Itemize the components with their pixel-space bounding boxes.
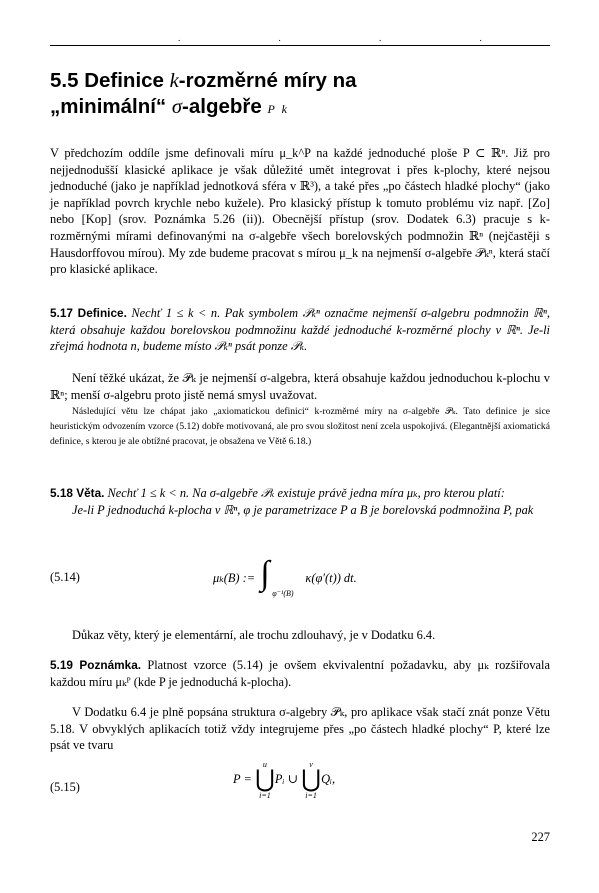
term-pi: Pᵢ (274, 771, 285, 786)
remark-5-19 (50, 657, 550, 690)
term-qi: Qᵢ, (321, 771, 336, 786)
dodatek-text: V Dodatku 6.4 je plně popsána struktura σ-algebry 𝒫ₖ, pro aplikace však stačí znát ponze Větu 5.18. V obvyklých aplikacích totiž vždy integrujeme přes „po částech hladké plochy“ P, které lze psát ve tvaru (50, 705, 550, 753)
intro-text: V předchozím oddíle jsme definovali míru μ_k^P na každé jednoduché ploše P ⊂ ℝⁿ. Již pro nejjednodušší klasické aplikace je však důležité umět integrovat i přes k-plochy, které nejsou jednoduché (jako je například jednotková sféra v ℝ³), a také přes „po částech hladké plochy“ (jako je například povrch krychle nebo kužele). Pro klasický přístup k tomuto problému viz např. [Zo] nebo [Kop] (srov. Poznámka 5.26 (ii)). Obecnější přístup (srov. Dodatek 6.3) pracuje s k-rozměrnými mírami definovanými na σ-algebře všech borelovských podmnožin ℝⁿ (nejčastěji s Hausdorffovou mírou). My zde budeme pracovat s mírou μ_k na nejmenší σ-algebře 𝒫ₖⁿ, která stačí pro klasické aplikace. (50, 146, 550, 277)
union-operator-u: u ⋃ i=1 (255, 760, 275, 800)
theorem-text-2: Je-li P jednoduchá k-plocha v ℝⁿ, φ je parametrizace P a B je borelovská podmnožina P, pak (72, 502, 534, 517)
section-title-k: k (169, 70, 179, 92)
equation-body-5-15 (233, 760, 335, 800)
equation-number-5-15: (5.15) (50, 780, 80, 794)
section-title (50, 68, 357, 122)
equation-body-5-14 (213, 556, 357, 602)
definition-label: 5.17 Definice. (50, 306, 127, 320)
theorem-label: 5.18 Věta. (50, 486, 105, 500)
section-title-rest: -rozměrné míry na (178, 69, 357, 92)
after-definition-paragraph (50, 370, 550, 403)
section-title-algebra: -algebře (182, 95, 262, 118)
equation-5-15 (50, 760, 550, 810)
dodatek-paragraph (50, 704, 550, 754)
page-number: 227 (531, 830, 550, 844)
section-title-minimal: „minimální“ (50, 95, 167, 118)
equation-lhs-p: P = (233, 771, 252, 786)
equation-number-5-14: (5.14) (50, 570, 80, 584)
section-title-pk: P k (267, 102, 289, 116)
equation-integrand: κ(φ′(t)) dt. (305, 570, 357, 585)
small-print-text: Následující větu lze chápat jako „axiomatickou definici“ k-rozměrné míry na σ-algebře 𝒫ₖ. Tato definice je sice heuristickým odvozením vzorce (5.12) dobře motivovaná, ale pro svou složitost není zcela uspokojivá. (Elegantnější axiomatická definice, s kterou je ale obtížné pracovat, je obsažena ve Větě 6.18.) (50, 406, 550, 448)
definition-5-17 (50, 305, 550, 355)
small-print-note (50, 404, 550, 450)
integral-sign: ∫ φ⁻¹(B) (260, 555, 294, 598)
union-operator-v: v ⋃ i=1 (301, 760, 321, 800)
equation-lhs: μₖ(B) := (213, 570, 256, 585)
integral-limit: φ⁻¹(B) (272, 589, 294, 598)
section-title-word: Definice (84, 69, 164, 92)
after-definition-text: Není těžké ukázat, že 𝒫ₖ je nejmenší σ-algebra, která obsahuje každou jednoduchou k-plochu v ℝⁿ; menší σ-algebru proto jistě nemá smysl uvažovat. (50, 371, 550, 402)
remark-label: 5.19 Poznámka. (50, 658, 142, 672)
intro-paragraph (50, 145, 550, 278)
cup-sign: ∪ (287, 771, 298, 786)
section-number: 5.5 (50, 69, 79, 92)
proof-text: Důkaz věty, který je elementární, ale trochu zdlouhavý, je v Dodatku 6.4. (72, 628, 436, 642)
definition-text: Nechť 1 ≤ k < n. Pak symbolem 𝒫ₖⁿ označme nejmenší σ-algebru podmnožin ℝⁿ, která obsahuje každou borelovskou podmnožinu každé jednoduché k-rozměrné plochy v ℝⁿ. Je-li zřejmá hodnota n, budeme místo 𝒫ₖⁿ psát ponze 𝒫ₖ. (50, 306, 550, 354)
proof-line (50, 627, 550, 644)
remark-text: Platnost vzorce (5.14) je ovšem ekvivalentní požadavku, aby μₖ rozšiřovala každou míru μₖᴾ (kde P je jednoduchá k-plocha). (50, 658, 550, 689)
theorem-text-1: Nechť 1 ≤ k < n. Na σ-algebře 𝒫ₖ existuje právě jedna míra μₖ, pro kterou platí: (107, 486, 505, 500)
section-title-sigma: σ (171, 96, 183, 118)
running-header-marks: . . . . (178, 33, 530, 43)
equation-5-14 (50, 556, 550, 606)
theorem-5-18 (50, 485, 550, 518)
header-rule (50, 45, 550, 46)
page (50, 0, 550, 893)
